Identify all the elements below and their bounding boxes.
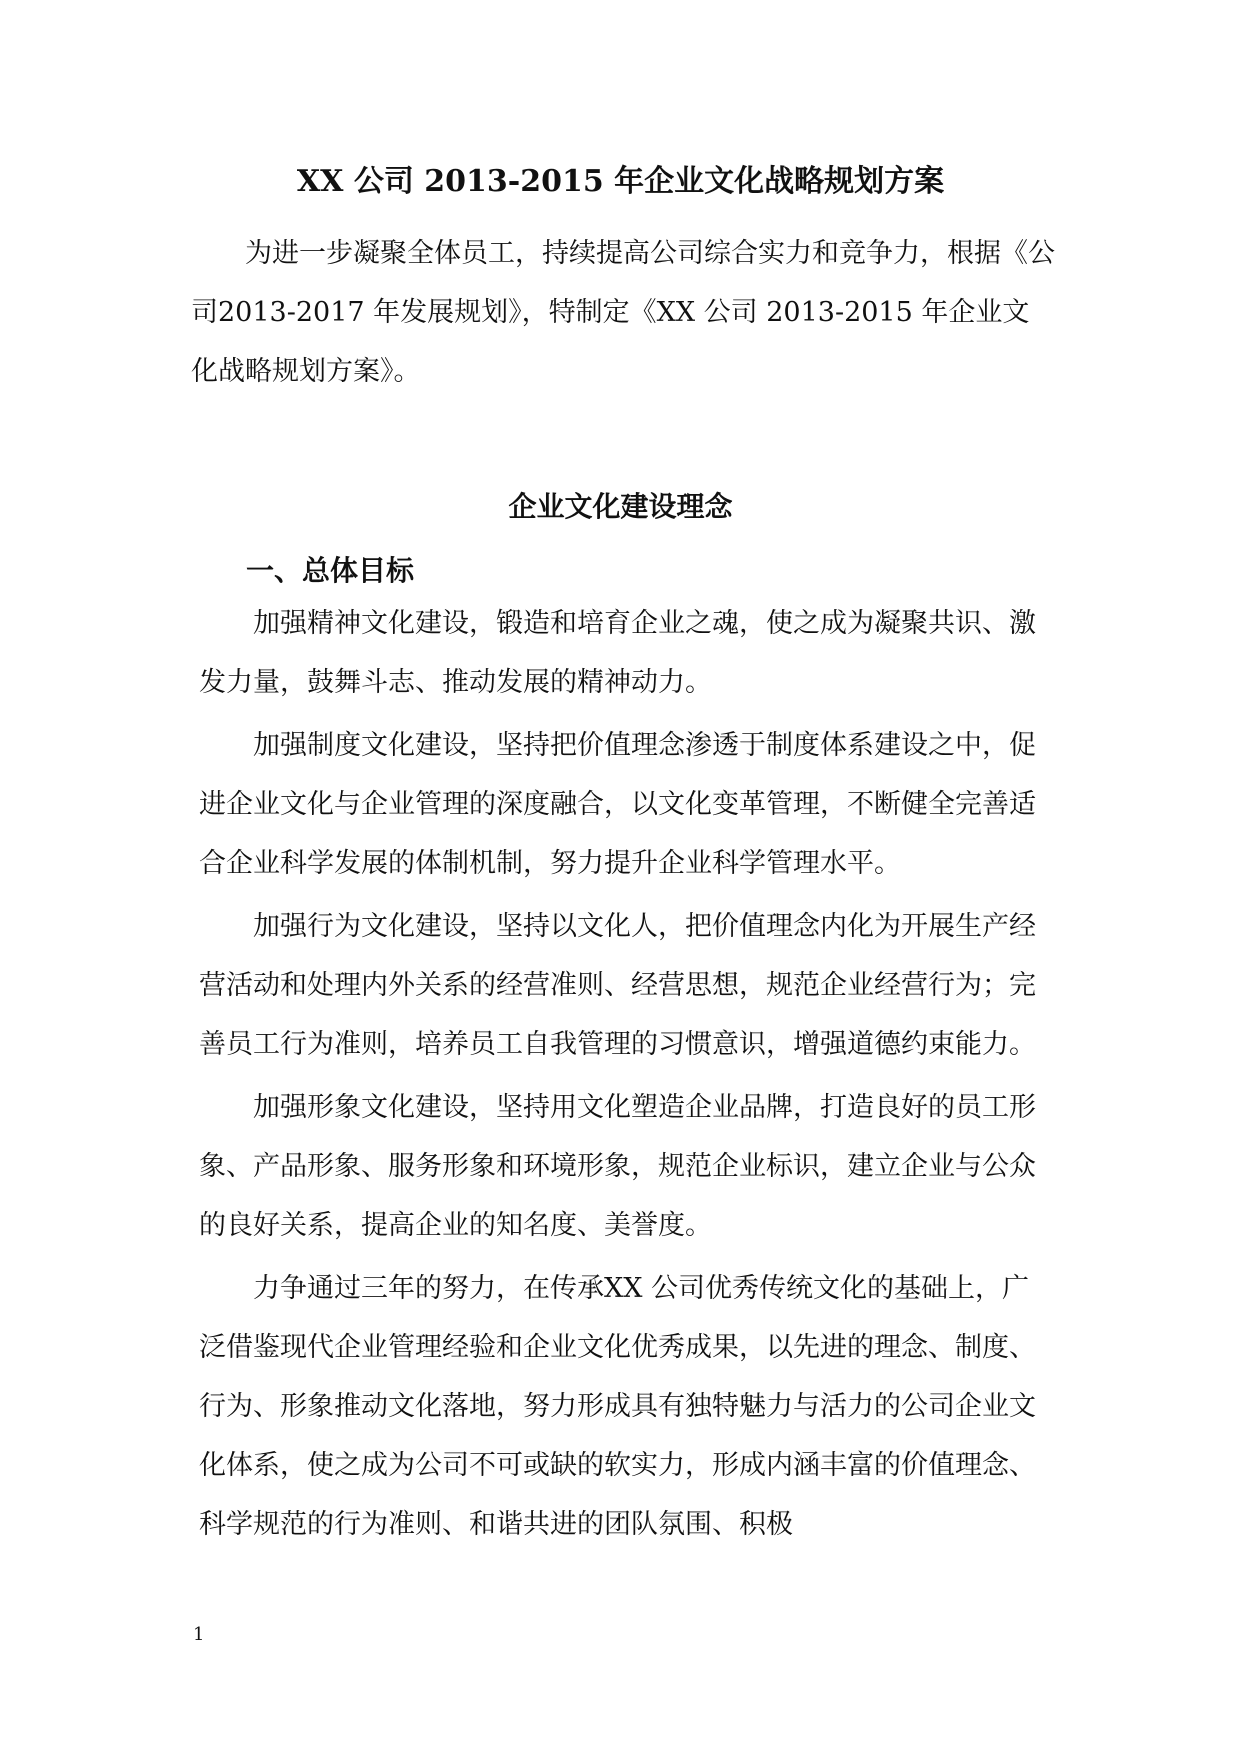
subsection-title: 一、总体目标 (246, 554, 415, 587)
section-title: 企业文化建设理念 (508, 490, 733, 523)
paragraph-spiritual-culture: 加强精神文化建设，锻造和培育企业之魂，使之成为凝聚共识、激发力量，鼓舞斗志、推动发展的精神动力。 (199, 608, 1036, 698)
paragraph-behavioral-culture: 加强行为文化建设，坚持以文化人，把价值理念内化为开展生产经营活动和处理内外关系的经营准则、经营思想，规范企业经营行为；完善员工行为准则，培养员工自我管理的习惯意识，增强道德约束能力。 (199, 911, 1036, 1060)
document-title: XX 公司 2013-2015 年企业文化战略规划方案 (296, 164, 945, 199)
intro-block (191, 224, 1055, 401)
paragraph-image-culture: 加强形象文化建设，坚持用文化塑造企业品牌，打造良好的员工形象、产品形象、服务形象和环境形象，规范企业标识，建立企业与公众的良好关系，提高企业的知名度、美誉度。 (199, 1092, 1036, 1241)
paragraph-three-year-goal: 力争通过三年的努力，在传承XX 公司优秀传统文化的基础上，广泛借鉴现代企业管理经验和企业文化优秀成果，以先进的理念、制度、行为、形象推动文化落地，努力形成具有独特魅力与活力的公司企业文化体系，使之成为公司不可或缺的软实力，形成内涵丰富的价值理念、科学规范的行为准则、和谐共进的团队氛围、积极 (199, 1273, 1036, 1540)
body-text (199, 594, 1049, 1558)
page-number: 1 (193, 1624, 205, 1645)
intro-paragraph: 为进一步凝聚全体员工，持续提高公司综合实力和竞争力，根据《公司2013-2017 年发展规划》，特制定《XX 公司 2013-2015 年企业文化战略规划方案》。 (191, 238, 1055, 387)
paragraph-institutional-culture: 加强制度文化建设，坚持把价值理念渗透于制度体系建设之中，促进企业文化与企业管理的深度融合，以文化变革管理，不断健全完善适合企业科学发展的体制机制，努力提升企业科学管理水平。 (199, 730, 1036, 879)
